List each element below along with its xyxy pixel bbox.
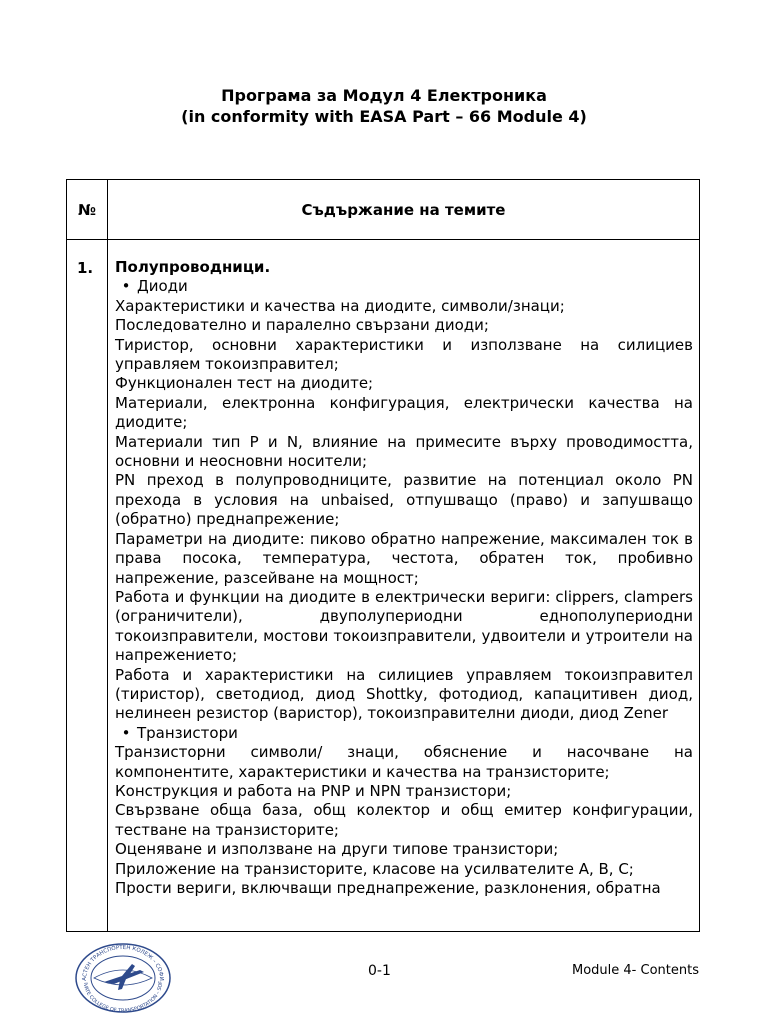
title-line-2: (in conformity with EASA Part – 66 Module 4)	[181, 107, 587, 126]
list-item: Приложение на транзисторите, класове на усилвателите A, B, C;	[115, 859, 634, 878]
document-header	[0, 85, 768, 127]
title-line-1: Програма за Модул 4 Електроника	[221, 86, 547, 105]
table-header-row	[67, 180, 699, 240]
list-item: Функционален тест на диодите;	[115, 374, 374, 393]
list-item: PN преход в полупроводниците, развитие на потенциал около PN прехода в условия на unbaised, отпушващо (право) и запушващо (обратно) преднапрежение;	[115, 471, 693, 529]
svg-text:PRIVATE COLLEGE OF TRANSPORTAT: IVATE COLLEGE OF TRANSPORTATION – SOF	[81, 980, 165, 1014]
list-item: Свързване обща база, общ колектор и общ емитер конфигурации, тестване на транзисторите;	[115, 801, 693, 839]
number-column-header: №	[77, 200, 97, 219]
module-label: Module 4- Contents	[572, 963, 699, 978]
list-item: Последователно и паралелно свързани диоди;	[115, 316, 489, 335]
bullet-dot-icon: •	[121, 277, 131, 296]
list-item: Материали тип P и N, влияние на примесите върху проводимостта, основни и неосновни носители;	[115, 432, 693, 471]
list-item: Работа и функции на диодите в електрически вериги: clippers, clampers (ограничители), двуполупериодни еднополупериодни токоизправители, мостови токоизправители, удвоители и утроители на напрежението;	[115, 587, 693, 665]
bullet-transistors: • Транзистори	[115, 724, 693, 743]
row-content	[115, 258, 693, 898]
svg-text:ЧАСТЕН ТРАНСПОРТЕН КОЛЕЖ – СОФ: АСТЕН ТРАНСПОРТЕН КОЛЕЖ – СОФИ	[81, 944, 165, 981]
bullet-diodes: • Диоди	[115, 277, 693, 296]
column-divider	[107, 180, 108, 931]
list-item: Оценяване и използване на други типове транзистори;	[115, 840, 559, 859]
list-item: Параметри на диодите: пиково обратно напрежение, максимален ток в права посока, температура, честота, обратен ток, пробивно напрежение, разсейване на мощност;	[115, 529, 693, 587]
list-item: Транзисторни символи/ знаци, обяснение и насочване на компонентите, характеристики и качества на транзисторите;	[115, 743, 693, 781]
list-item: Работа и характеристики на силициев управляем токоизправител (тиристор), светодиод, диод Shottky, фотодиод, капацитивен диод, нелинеен резистор (варистор), токоизправителни диоди, диод Zener	[115, 665, 693, 723]
list-item: Прости вериги, включващи преднапрежение, разклонения, обратна	[115, 879, 661, 897]
content-column-header: Съдържание на темите	[301, 200, 506, 219]
list-item: Материали, електронна конфигурация, електрически качества на диодите;	[115, 393, 693, 432]
college-logo-icon	[74, 942, 172, 1014]
row-number: 1.	[77, 259, 94, 277]
list-item: Характеристики и качества на диодите, символи/знаци;	[115, 296, 565, 315]
list-item: Конструкция и работа на PNP и NPN транзистори;	[115, 781, 512, 800]
topics-table	[66, 179, 700, 932]
list-item: Тиристор, основни характеристики и използване на силициев управляем токоизправител;	[115, 335, 693, 374]
section-title: Полупроводници.	[115, 258, 271, 276]
bullet-dot-icon: •	[121, 723, 131, 742]
page-number: 0-1	[368, 963, 391, 979]
